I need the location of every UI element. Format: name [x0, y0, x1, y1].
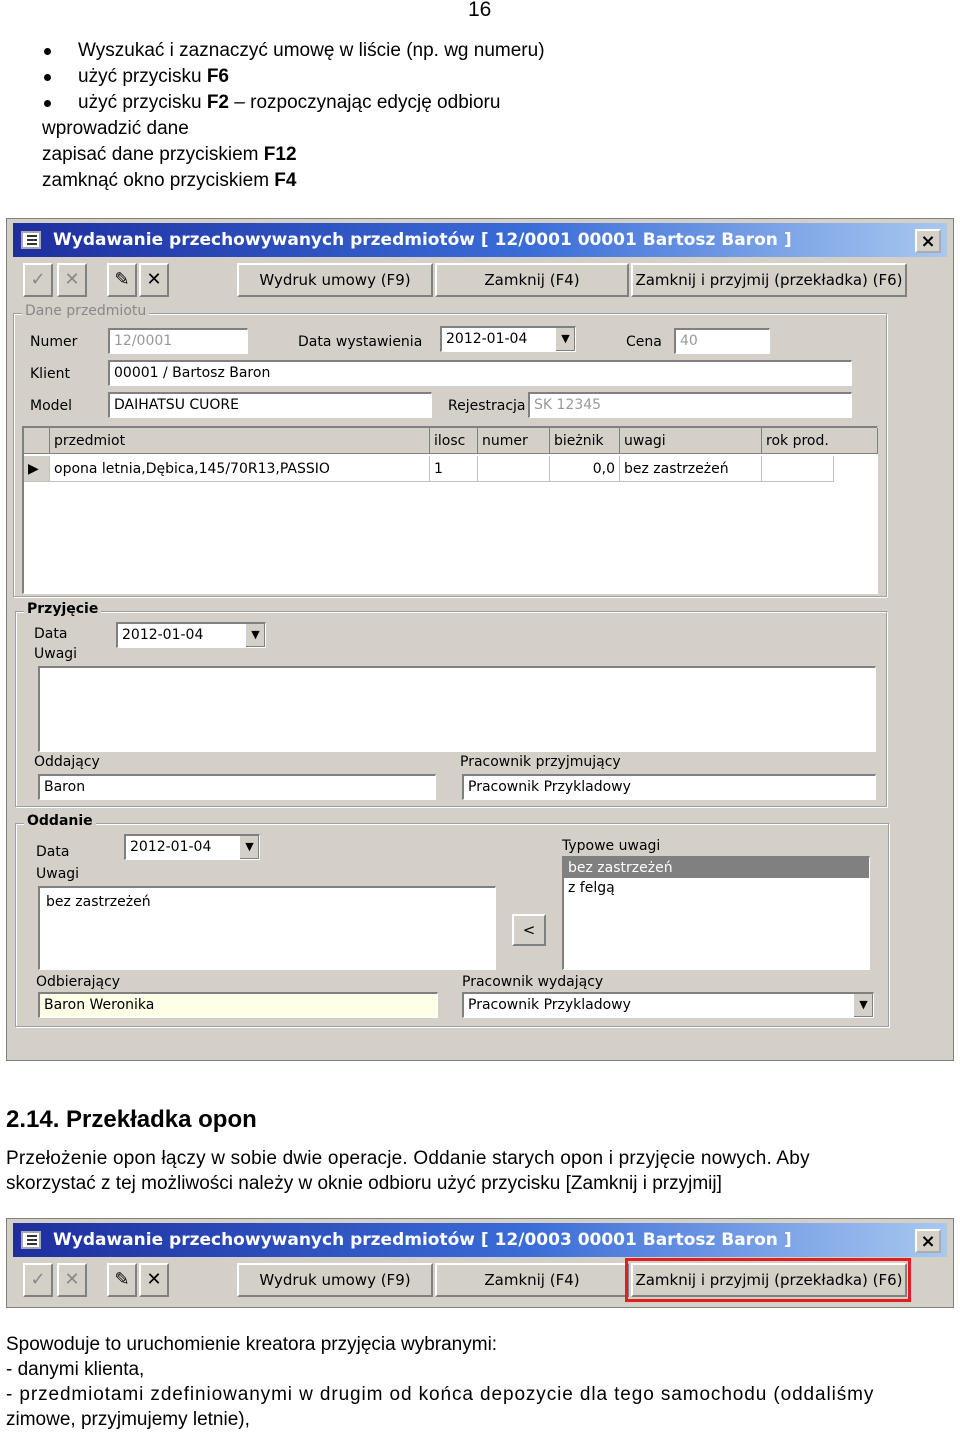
- print-contract-button[interactable]: Wydruk umowy (F9): [237, 1263, 433, 1297]
- number-field[interactable]: 12/0001: [108, 328, 248, 354]
- grid-column-header[interactable]: numer: [478, 428, 550, 454]
- window-app-icon: [21, 1231, 41, 1249]
- page-number: 16: [468, 0, 492, 21]
- giver-label: Oddający: [34, 754, 100, 770]
- bullet-dot: [44, 100, 51, 107]
- cancel-x-icon[interactable]: ✕: [57, 1263, 87, 1297]
- storage-release-window-cropped: [6, 1218, 954, 1308]
- add-typical-note-button[interactable]: <: [512, 914, 546, 946]
- grid-column-header[interactable]: rok prod.: [762, 428, 878, 454]
- receipt-group: [15, 601, 887, 807]
- close-window-button[interactable]: ×: [915, 229, 941, 253]
- grid-column-header[interactable]: bieżnik: [550, 428, 620, 454]
- paragraph-line: skorzystać z tej możliwości należy w oknie odbioru użyć przycisku [Zamknij i przyjmij]: [6, 1173, 722, 1194]
- group-title: Oddanie: [24, 813, 96, 829]
- receipt-notes-label: Uwagi: [34, 646, 78, 662]
- grid-cell[interactable]: [478, 456, 550, 482]
- typical-notes-listbox[interactable]: [562, 856, 870, 970]
- row-pointer-icon: ▶: [24, 456, 50, 482]
- grid-row-header: [24, 428, 50, 454]
- release-notes-label: Uwagi: [36, 866, 80, 882]
- delete-x-icon[interactable]: ✕: [139, 263, 169, 297]
- list-item[interactable]: bez zastrzeżeń: [564, 858, 869, 878]
- paragraph-line: - przedmiotami zdefiniowanymi w drugim od końca depozycie dla tego samochodu (oddaliśmy: [6, 1384, 875, 1405]
- window-title: Wydawanie przechowywanych przedmiotów [ 12/0001 00001 Bartosz Baron ]: [53, 230, 792, 250]
- window-app-icon: [21, 231, 41, 249]
- edit-pencil-icon[interactable]: ✎: [107, 1263, 137, 1297]
- chevron-down-icon[interactable]: ▼: [853, 994, 873, 1017]
- edit-pencil-icon[interactable]: ✎: [107, 263, 137, 297]
- storage-release-window: [6, 218, 954, 1061]
- grid-column-header[interactable]: przedmiot: [50, 428, 430, 454]
- registration-label: Rejestracja: [448, 398, 526, 414]
- paragraph-line: Przełożenie opon łączy w sobie dwie operacje. Oddanie starych opon i przyjęcie nowych. Aby: [6, 1148, 810, 1169]
- bullet-dot: [44, 74, 51, 81]
- toolbar: [13, 1261, 947, 1301]
- grid-column-header[interactable]: uwagi: [620, 428, 762, 454]
- issue-date-select[interactable]: 2012-01-04 ▼: [440, 326, 576, 352]
- grid-cell[interactable]: 0,0: [550, 456, 620, 482]
- issue-date-label: Data wystawienia: [298, 334, 423, 350]
- client-field[interactable]: 00001 / Bartosz Baron: [108, 360, 852, 386]
- release-date-select[interactable]: 2012-01-04 ▼: [124, 834, 260, 860]
- model-field[interactable]: DAIHATSU CUORE: [108, 392, 432, 418]
- release-date-label: Data: [36, 844, 70, 860]
- client-label: Klient: [30, 366, 70, 382]
- chevron-down-icon[interactable]: ▼: [555, 328, 575, 351]
- group-title: Dane przedmiotu: [22, 303, 149, 319]
- instruction-line: zamknąć okno przyciskiem F4: [42, 170, 297, 191]
- paragraph-line: Spowoduje to uruchomienie kreatora przyjęcia wybranymi:: [6, 1334, 498, 1355]
- registration-field[interactable]: SK 12345: [528, 392, 852, 418]
- instruction-line: zapisać dane przyciskiem F12: [42, 144, 297, 165]
- group-title: Przyjęcie: [24, 601, 101, 617]
- price-label: Cena: [626, 334, 662, 350]
- chevron-down-icon[interactable]: ▼: [239, 836, 259, 859]
- section-heading: 2.14. Przekładka opon: [6, 1106, 257, 1133]
- receiving-employee-field[interactable]: Pracownik Przykladowy: [462, 774, 876, 800]
- releasing-employee-select[interactable]: Pracownik Przykladowy ▼: [462, 992, 874, 1018]
- receiving-employee-label: Pracownik przyjmujący: [460, 754, 621, 770]
- window-title: Wydawanie przechowywanych przedmiotów [ 12/0003 00001 Bartosz Baron ]: [53, 1230, 792, 1250]
- releasing-employee-label: Pracownik wydający: [462, 974, 604, 990]
- delete-x-icon[interactable]: ✕: [139, 1263, 169, 1297]
- chevron-down-icon[interactable]: ▼: [245, 624, 265, 647]
- instruction-line: użyć przycisku F2 – rozpoczynając edycję odbioru: [78, 92, 501, 113]
- print-contract-button[interactable]: Wydruk umowy (F9): [237, 263, 433, 297]
- close-and-accept-button[interactable]: Zamknij i przyjmij (przekładka) (F6): [631, 1263, 907, 1297]
- cancel-x-icon[interactable]: ✕: [57, 263, 87, 297]
- receiver-field[interactable]: Baron Weronika: [38, 992, 438, 1018]
- price-field[interactable]: 40: [674, 328, 770, 354]
- item-data-group: [13, 303, 887, 597]
- grid-cell[interactable]: bez zastrzeżeń: [620, 456, 762, 482]
- instruction-line: wprowadzić dane: [42, 118, 189, 139]
- typical-notes-label: Typowe uwagi: [562, 838, 661, 854]
- release-notes-textarea[interactable]: bez zastrzeżeń: [38, 886, 496, 970]
- grid-cell[interactable]: [762, 456, 834, 482]
- release-group: [15, 813, 889, 1027]
- receipt-date-label: Data: [34, 626, 68, 642]
- number-label: Numer: [30, 334, 78, 350]
- close-window-button[interactable]: ×: [915, 1229, 941, 1253]
- items-grid[interactable]: [22, 426, 878, 594]
- receiver-label: Odbierający: [36, 974, 121, 990]
- paragraph-line: zimowe, przyjmujemy letnie),: [6, 1409, 250, 1430]
- window-title-bar: [13, 1223, 947, 1257]
- close-and-accept-button[interactable]: Zamknij i przyjmij (przekładka) (F6): [631, 263, 907, 297]
- window-title-bar: [13, 223, 947, 257]
- grid-column-header[interactable]: ilosc: [430, 428, 478, 454]
- list-item[interactable]: z felgą: [568, 880, 615, 896]
- receipt-date-select[interactable]: 2012-01-04 ▼: [116, 622, 266, 648]
- toolbar: [13, 261, 947, 301]
- grid-cell[interactable]: opona letnia,Dębica,145/70R13,PASSIO: [50, 456, 430, 482]
- instruction-line: użyć przycisku F6: [78, 66, 229, 87]
- grid-cell[interactable]: 1: [430, 456, 478, 482]
- bullet-dot: [44, 48, 51, 55]
- red-highlight-frame: [625, 1258, 911, 1302]
- model-label: Model: [30, 398, 73, 414]
- ok-check-icon[interactable]: ✓: [23, 1263, 53, 1297]
- giver-field[interactable]: Baron: [38, 774, 436, 800]
- instruction-line: Wyszukać i zaznaczyć umowę w liście (np. wg numeru): [78, 40, 545, 61]
- ok-check-icon[interactable]: ✓: [23, 263, 53, 297]
- paragraph-line: - danymi klienta,: [6, 1359, 145, 1380]
- close-button[interactable]: Zamknij (F4): [435, 1263, 629, 1297]
- receipt-notes-textarea[interactable]: [38, 666, 876, 752]
- close-button[interactable]: Zamknij (F4): [435, 263, 629, 297]
